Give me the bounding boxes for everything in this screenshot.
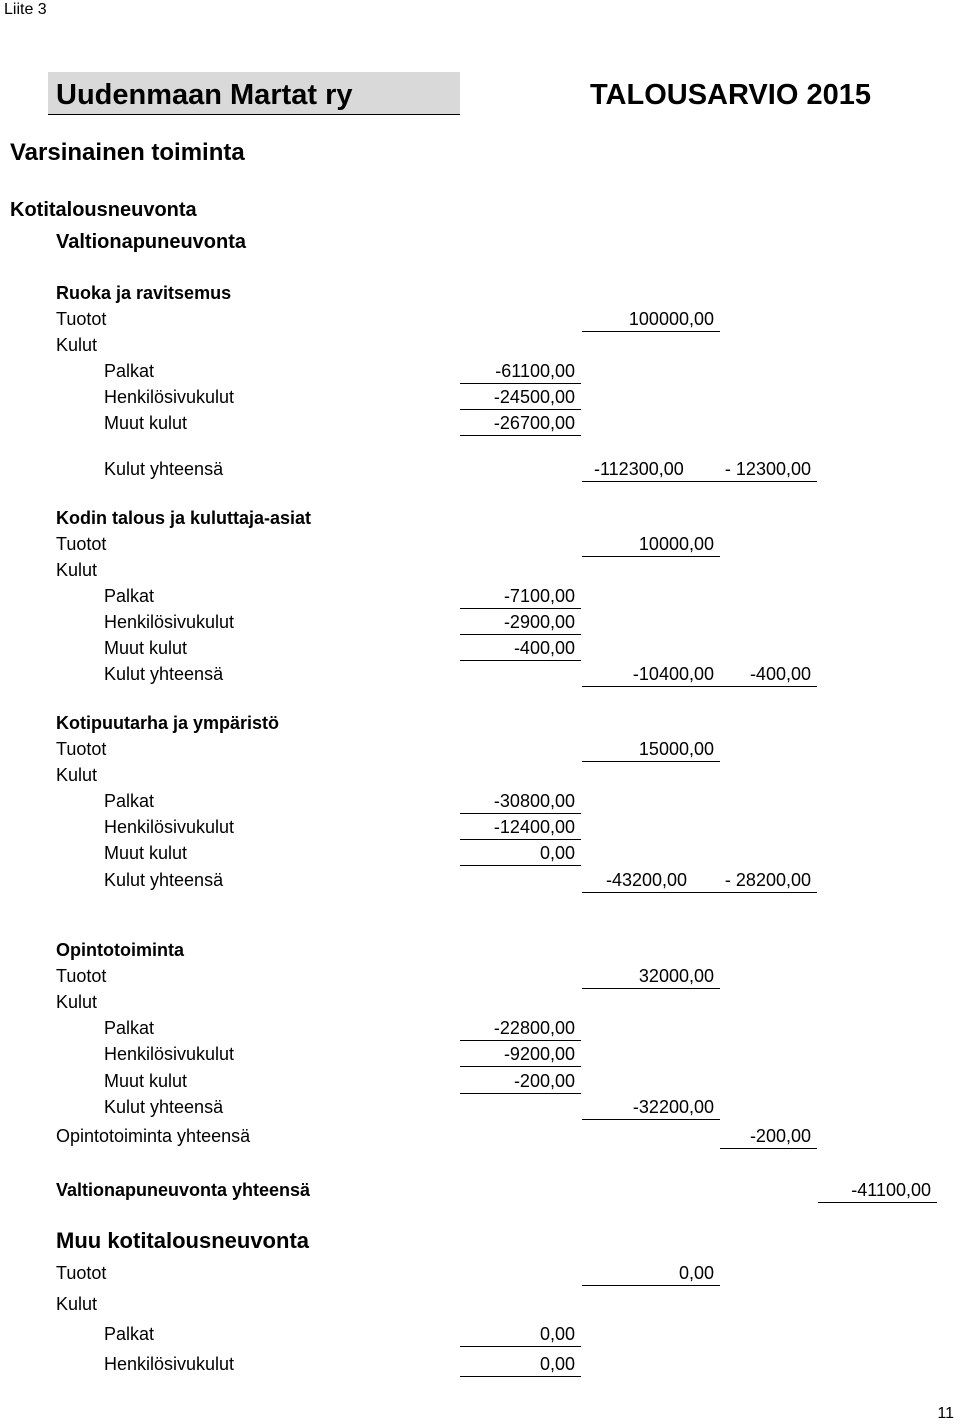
kodin-tulos: -400,00 — [720, 665, 817, 687]
ruoka-tulos: - 12300,00 — [724, 459, 811, 479]
section-title-ruoka: Ruoka ja ravitsemus — [56, 283, 232, 303]
kotipuutarha-kulut-yhteensa: -43200,00 — [606, 870, 688, 890]
label-kulut-yhteensa: Kulut yhteensä — [104, 870, 224, 890]
section-title-kodin: Kodin talous ja kuluttaja-asiat — [56, 508, 312, 528]
section-heading-main: Varsinainen toiminta — [10, 139, 245, 166]
kodin-palkat: -7100,00 — [460, 587, 581, 609]
kotipuutarha-palkat: -30800,00 — [460, 792, 581, 814]
organization-name: Uudenmaan Martat ry — [56, 79, 353, 111]
label-kulut: Kulut — [56, 992, 98, 1012]
kotipuutarha-tulos: - 28200,00 — [724, 870, 811, 890]
label-kulut-yhteensa: Kulut yhteensä — [104, 664, 224, 684]
page-number: 11 — [937, 1405, 954, 1422]
label-kulut: Kulut — [56, 560, 98, 580]
label-kulut: Kulut — [56, 335, 98, 355]
label-kulut-yhteensa: Kulut yhteensä — [104, 459, 224, 479]
label-tuotot: Tuotot — [56, 739, 107, 759]
label-kulut-yhteensa: Kulut yhteensä — [104, 1097, 224, 1117]
muu-palkat: 0,00 — [460, 1325, 581, 1347]
label-kulut: Kulut — [56, 765, 98, 785]
kotipuutarha-muut-kulut: 0,00 — [460, 844, 581, 866]
label-muut-kulut: Muut kulut — [104, 1071, 188, 1091]
kotipuutarha-tuotot: 15000,00 — [582, 740, 720, 762]
label-muut-kulut: Muut kulut — [104, 638, 188, 658]
document-title: TALOUSARVIO 2015 — [590, 79, 871, 111]
opinto-henkilosivukulut: -9200,00 — [460, 1045, 581, 1067]
label-palkat: Palkat — [104, 791, 155, 811]
label-palkat: Palkat — [104, 1018, 155, 1038]
muu-tuotot: 0,00 — [582, 1264, 720, 1286]
ruoka-palkat: -61100,00 — [460, 362, 581, 384]
kodin-kulut-yhteensa: -10400,00 — [582, 665, 720, 687]
label-henkilosivukulut: Henkilösivukulut — [104, 817, 235, 837]
label-palkat: Palkat — [104, 361, 155, 381]
kotipuutarha-totals — [582, 871, 817, 893]
label-palkat: Palkat — [104, 1324, 155, 1344]
section-title-opinto: Opintotoiminta — [56, 940, 184, 960]
section-title-kotipuutarha: Kotipuutarha ja ympäristö — [56, 713, 280, 733]
label-palkat: Palkat — [104, 586, 155, 606]
opinto-muut-kulut: -200,00 — [460, 1072, 581, 1094]
label-henkilosivukulut: Henkilösivukulut — [104, 387, 235, 407]
kodin-tuotot: 10000,00 — [582, 535, 720, 557]
label-valtionapu-yhteensa: Valtionapuneuvonta yhteensä — [56, 1180, 311, 1200]
label-kulut: Kulut — [56, 1294, 98, 1314]
label-tuotot: Tuotot — [56, 309, 107, 329]
heading-valtionapuneuvonta: Valtionapuneuvonta — [56, 231, 247, 253]
label-henkilosivukulut: Henkilösivukulut — [104, 1044, 235, 1064]
valtionapu-yhteensa: -41100,00 — [818, 1181, 937, 1203]
label-henkilosivukulut: Henkilösivukulut — [104, 1354, 235, 1374]
opinto-kulut-yhteensa: -32200,00 — [582, 1098, 720, 1120]
heading-kotitalousneuvonta: Kotitalousneuvonta — [10, 199, 197, 221]
ruoka-tuotot: 100000,00 — [582, 310, 720, 332]
kotipuutarha-henkilosivukulut: -12400,00 — [460, 818, 581, 840]
ruoka-muut-kulut: -26700,00 — [460, 414, 581, 436]
muu-henkilosivukulut: 0,00 — [460, 1355, 581, 1377]
ruoka-totals — [582, 460, 817, 482]
attachment-label: Liite 3 — [4, 1, 47, 18]
kodin-henkilosivukulut: -2900,00 — [460, 613, 581, 635]
label-muut-kulut: Muut kulut — [104, 843, 188, 863]
ruoka-henkilosivukulut: -24500,00 — [460, 388, 581, 410]
label-tuotot: Tuotot — [56, 1263, 107, 1283]
opinto-palkat: -22800,00 — [460, 1019, 581, 1041]
label-henkilosivukulut: Henkilösivukulut — [104, 612, 235, 632]
label-opinto-yhteensa: Opintotoiminta yhteensä — [56, 1126, 251, 1146]
label-tuotot: Tuotot — [56, 534, 107, 554]
ruoka-kulut-yhteensa: -112300,00 — [594, 459, 684, 479]
label-muut-kulut: Muut kulut — [104, 413, 188, 433]
opinto-tuotot: 32000,00 — [582, 967, 720, 989]
opinto-yhteensa: -200,00 — [720, 1127, 817, 1149]
kodin-muut-kulut: -400,00 — [460, 639, 581, 661]
label-tuotot: Tuotot — [56, 966, 107, 986]
section-title-muu: Muu kotitalousneuvonta — [56, 1228, 309, 1253]
